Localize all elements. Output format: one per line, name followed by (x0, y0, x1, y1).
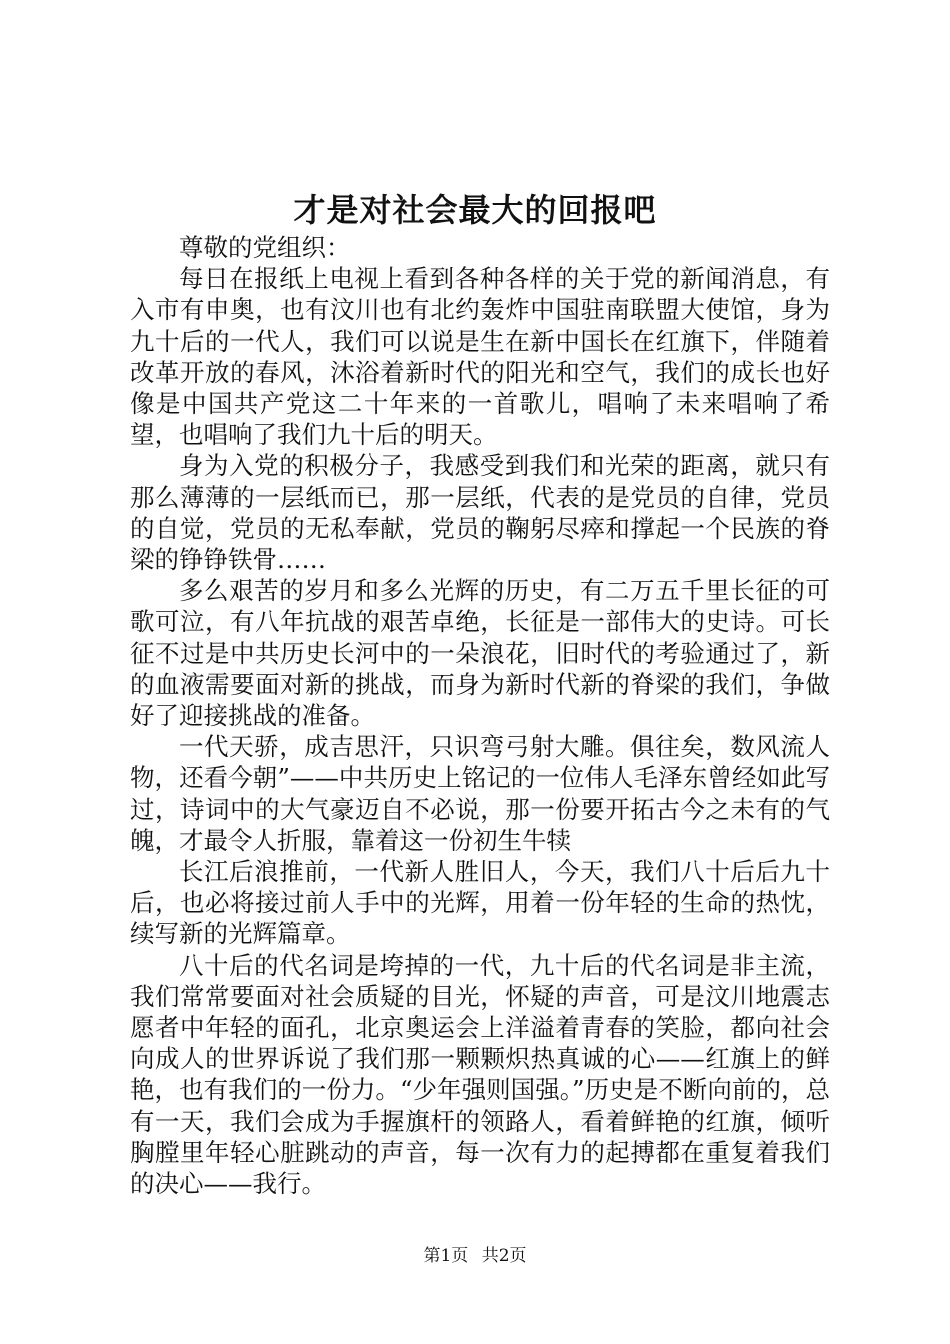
salutation: 尊敬的党组织： (179, 233, 351, 262)
document-body (130, 232, 830, 1199)
document-title: 才是对社会最大的回报吧 (293, 191, 657, 229)
paragraph-3: 多么艰苦的岁月和多么光辉的历史，有二万五千里长征的可歌可泣，有八年抗战的艰苦卓绝，长征是一部伟大的史诗。可长征不过是中共历史长河中的一朵浪花，旧时代的考验通过了，新的血液需要面对新的挑战，而身为新时代新的脊梁的我们，争做好了迎接挑战的准备。 (130, 576, 830, 731)
page-number-current: 第1页 (423, 1246, 469, 1266)
paragraph-2: 身为入党的积极分子，我感受到我们和光荣的距离，就只有那么薄薄的一层纸而已，那一层纸，代表的是党员的自律，党员的自觉，党员的无私奉献，党员的鞠躬尽瘁和撑起一个民族的脊梁的铮铮铁骨…… (130, 451, 830, 575)
paragraph-1: 每日在报纸上电视上看到各种各样的关于党的新闻消息，有入市有申奥，也有汶川也有北约轰炸中国驻南联盟大使馆，身为九十后的一代人，我们可以说是生在新中国长在红旗下，伴随着改革开放的春风，沐浴着新时代的阳光和空气，我们的成长也好像是中国共产党这二十年来的一首歌儿，唱响了未来唱响了希望，也唱响了我们九十后的明天。 (130, 264, 830, 450)
paragraph-4: 一代天骄，成吉思汗，只识弯弓射大雕。俱往矣，数风流人物，还看今朝”——中共历史上铭记的一位伟人毛泽东曾经如此写过，诗词中的大气豪迈自不必说，那一份要开拓古今之未有的气魄，才最令人折服，靠着这一份初生牛犊 (130, 732, 830, 855)
page-number-total: 共2页 (481, 1246, 527, 1266)
paragraph-5: 长江后浪推前，一代新人胜旧人，今天，我们八十后后九十后，也必将接过前人手中的光辉，用着一份年轻的生命的热忱，续写新的光辉篇章。 (130, 857, 830, 949)
page-footer (0, 1244, 950, 1268)
paragraph-6: 八十后的代名词是垮掉的一代，九十后的代名词是非主流，我们常常要面对社会质疑的目光，怀疑的声音，可是汶川地震志愿者中年轻的面孔，北京奥运会上洋溢着青春的笑脸，都向社会向成人的世界诉说了我们那一颗颗炽热真诚的心——红旗上的鲜艳，也有我们的一份力。“少年强则国强。”历史是不断向前的，总有一天，我们会成为手握旗杆的领路人，看着鲜艳的红旗，倾听胸膛里年轻心脏跳动的声音，每一次有力的起搏都在重复着我们的决心——我行。 (130, 950, 830, 1199)
